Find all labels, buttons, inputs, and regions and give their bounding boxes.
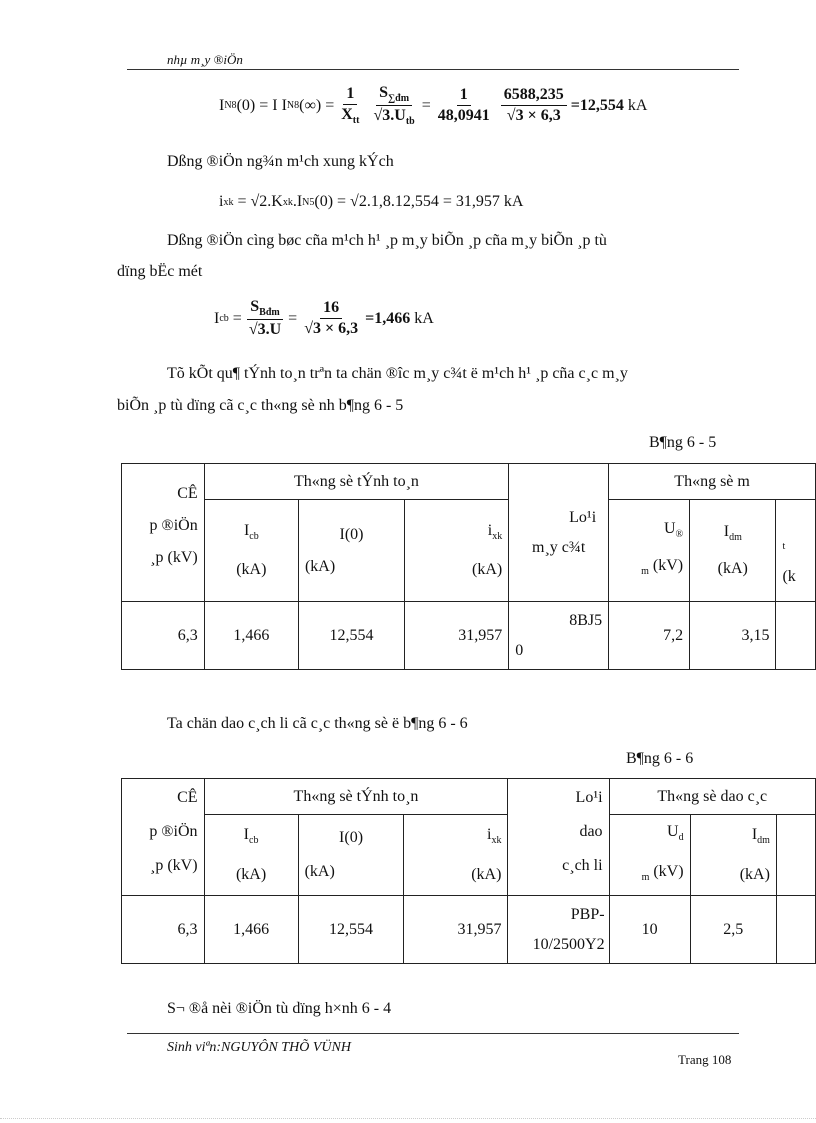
disconnector-table bbox=[121, 778, 816, 964]
circuit-breaker-table bbox=[121, 463, 816, 670]
running-header: nhµ m¸y ®iÖn bbox=[167, 52, 243, 67]
table1-icb-cell: 1,466 bbox=[204, 602, 298, 670]
table2-caption: B¶ng 6 - 6 bbox=[626, 750, 694, 767]
table1-last-header: t (k bbox=[776, 500, 816, 602]
table1-voltage-header: CÊ p ®iÖn ¸p (kV) bbox=[122, 464, 205, 602]
paragraph-result-line2: biÕn ¸p tù dïng cã c¸c th«ng sè nh b¶ng 6 - 5 bbox=[117, 397, 404, 414]
table1-last-cell bbox=[776, 602, 816, 670]
header-rule bbox=[127, 69, 739, 70]
table1-u-cell: 7,2 bbox=[609, 602, 690, 670]
table2-idm-cell: 2,5 bbox=[690, 896, 776, 964]
page-bottom-edge bbox=[0, 1118, 816, 1119]
table1-i0-cell: 12,554 bbox=[298, 602, 404, 670]
table2-last-header bbox=[776, 815, 815, 896]
table2-rated-header: Th«ng sè dao c¸c bbox=[609, 779, 815, 815]
table1-type-header: Lo¹i m¸y c¾t bbox=[509, 464, 609, 602]
footer-student-name: Sinh viªn:NGUYÔN THÕ VÜNH bbox=[167, 1040, 351, 1055]
table2-i0-cell: 12,554 bbox=[298, 896, 404, 964]
table1-idm-header: $I_{dm}$ (kA) bbox=[690, 500, 776, 602]
paragraph-result-line1: Tõ kÕt qu¶ tÝnh to¸n trªn ta chän ®îc m¸y c¾t ë m¹ch h¹ ¸p cña c¸c m¸y bbox=[167, 365, 628, 382]
table2-idm-header: $I_{dm}$ (kA) bbox=[690, 815, 776, 896]
paragraph-diagram-ref: S¬ ®å nèi ®iÖn tù dïng h×nh 6 - 4 bbox=[167, 1000, 392, 1017]
table2-type-cell: PBP- 10/2500Y2 bbox=[508, 896, 609, 964]
table1-voltage-cell: 6,3 bbox=[122, 602, 205, 670]
table2-u-cell: 10 bbox=[609, 896, 690, 964]
table2-icb-header: $I_{cb}$ (kA) bbox=[204, 815, 298, 896]
table1-ixk-header: $i_{xk}$ (kA) bbox=[405, 500, 509, 602]
table2-u-header: $U_d$ $_m$ (kV) bbox=[609, 815, 690, 896]
paragraph-forced-current-line2: dïng bËc mét bbox=[117, 263, 203, 280]
table1-idm-cell: 3,15 bbox=[690, 602, 776, 670]
table1-ixk-cell: 31,957 bbox=[405, 602, 509, 670]
table1-rated-header: Th«ng sè m bbox=[609, 464, 816, 500]
table1-icb-header: $I_{cb}$ (kA) bbox=[204, 500, 298, 602]
paragraph-impulse-current: Dßng ®iÖn ng¾n m¹ch xung kÝch bbox=[167, 153, 394, 170]
table2-calc-header: Th«ng sè tÝnh to¸n bbox=[204, 779, 508, 815]
table1-caption: B¶ng 6 - 5 bbox=[649, 434, 717, 451]
table2-ixk-header: $i_{xk}$ (kA) bbox=[404, 815, 508, 896]
table2-icb-cell: 1,466 bbox=[204, 896, 298, 964]
table1-type-cell: 8BJ5 0 bbox=[509, 602, 609, 670]
equation-short-circuit-current: I N8 (0) = I I N8 (∞) = $\frac{1}{X_{tt}}$ $\frac{S_{\sum đm}}{√3.U_{tb}}$ = $\frac{1}{48,0941}$ $\frac{6588,235}{√3 \times 6,3}$ =12,554 kA bbox=[219, 84, 648, 128]
table1-u-header: $U_®$ $_m$ (kV) bbox=[609, 500, 690, 602]
page-number: Trang 108 bbox=[678, 1052, 732, 1067]
table2-voltage-header: CÊ p ®iÖn ¸p (kV) bbox=[122, 779, 205, 896]
paragraph-forced-current-line1: Dßng ®iÖn cìng bøc cña m¹ch h¹ ¸p m¸y biÕn ¸p cña m¸y biÕn ¸p tù bbox=[167, 232, 607, 249]
table2-ixk-cell: 31,957 bbox=[404, 896, 508, 964]
paragraph-disconnector: Ta chän dao c¸ch li cã c¸c th«ng sè ë b¶ng 6 - 6 bbox=[167, 715, 468, 732]
table2-voltage-cell: 6,3 bbox=[122, 896, 205, 964]
equation-impulse-current: i xk = √2.K xk .I N5 (0) = √2.1,8.12,554 = 31,957 kA bbox=[219, 193, 524, 210]
table2-type-header: Lo¹i dao c¸ch li bbox=[508, 779, 609, 896]
table1-calc-header: Th«ng sè tÝnh to¸n bbox=[204, 464, 509, 500]
table2-i0-header: I(0) (kA) bbox=[298, 815, 404, 896]
table1-i0-header: I(0) (kA) bbox=[298, 500, 404, 602]
table2-last-cell bbox=[776, 896, 815, 964]
footer-rule bbox=[127, 1033, 739, 1034]
equation-forced-current: I cb = $\frac{S_{Bđm}}{√3.U}$ = $\frac{16}{√3 \times 6,3}$ =1,466 kA bbox=[214, 298, 434, 339]
